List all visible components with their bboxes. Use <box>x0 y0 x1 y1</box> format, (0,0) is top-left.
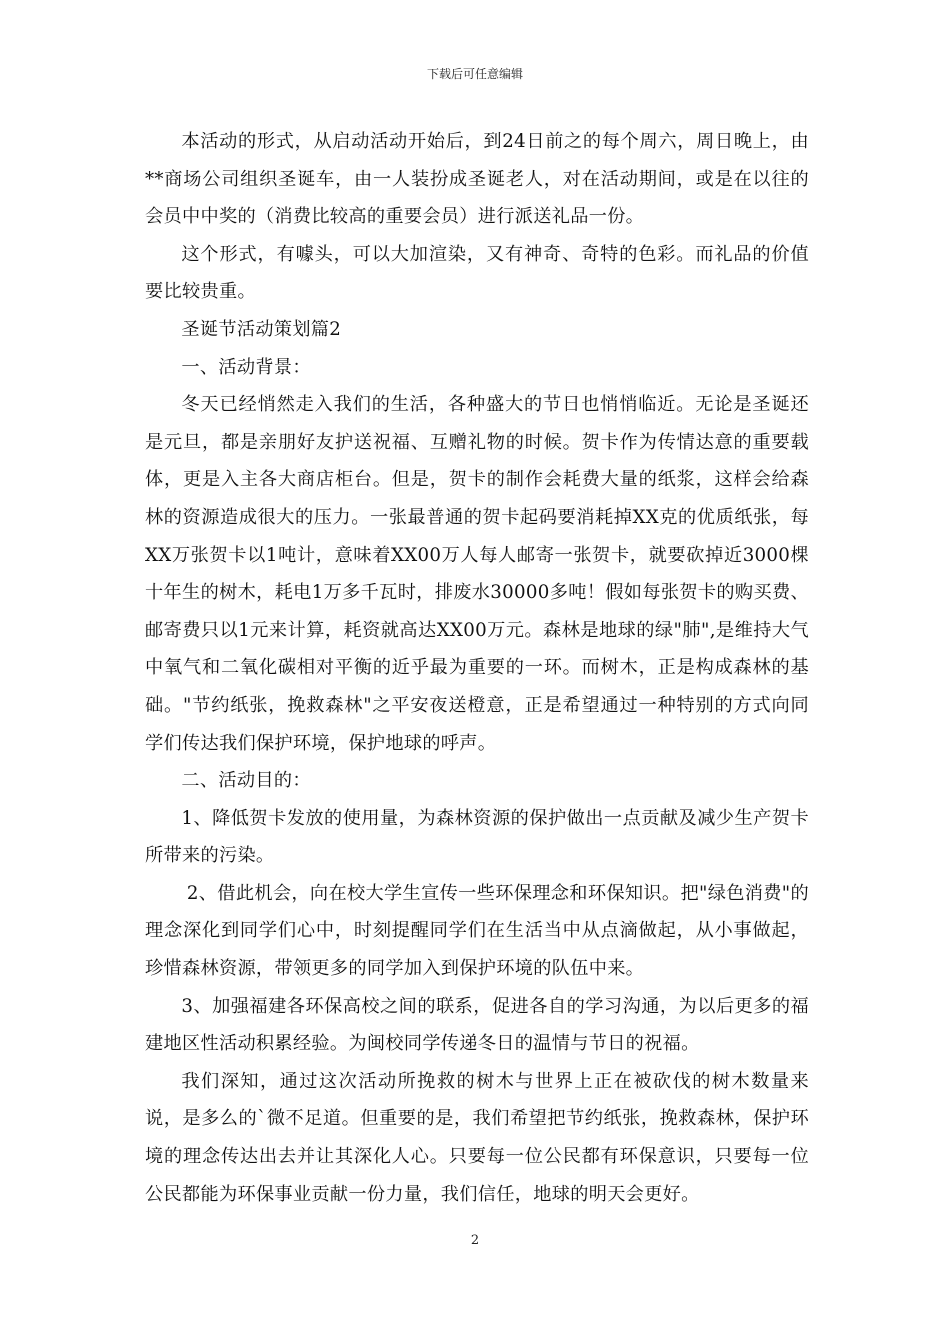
list-item-purpose-3: 3、加强福建各环保高校之间的联系，促进各自的学习沟通，为以后更多的福建地区性活动积累经验。为闽校同学传递冬日的温情与节日的祝福。 <box>145 995 809 1055</box>
page-header: 下载后可任意编辑 <box>426 67 523 81</box>
heading-background: 一、活动背景： <box>181 356 311 378</box>
page-number: 2 <box>470 1233 480 1248</box>
heading-purpose: 二、活动目的： <box>181 770 311 792</box>
paragraph-conclusion: 我们深知，通过这次活动所挽救的树木与世界上正在被砍伐的树木数量来说，是多么的`微不足道。但重要的是，我们希望把节约纸张，挽救森林，保护环境的理念传达出去并让其深化人心。只要每一位公民都有环保意识，只要每一位公民都能为环保事业贡献一份力量，我们信任，地球的明天会更好。 <box>145 1070 809 1205</box>
paragraph-activity-form: 本活动的形式，从启动活动开始后，到24日前之的每个周六，周日晚上，由**商场公司组织圣诞车，由一人装扮成圣诞老人，对在活动期间，或是在以往的会员中中奖的（消费比较高的重要会员）进行派送礼品一份。 <box>145 131 809 228</box>
paragraph-form-comment: 这个形式，有噱头，可以大加渲染，又有神奇、奇特的色彩。而礼品的价值要比较贵重。 <box>145 243 809 303</box>
section-title-plan-2: 圣诞节活动策划篇2 <box>181 318 342 340</box>
list-item-purpose-2: 2、借此机会，向在校大学生宣传一些环保理念和环保知识。把"绿色消费"的理念深化到同学们心中，时刻提醒同学们在生活当中从点滴做起，从小事做起，珍惜森林资源，带领更多的同学加入到保护环境的队伍中来。 <box>145 882 809 980</box>
paragraph-background: 冬天已经悄然走入我们的生活，各种盛大的节日也悄悄临近。无论是圣诞还是元旦，都是亲朋好友护送祝福、互赠礼物的时候。贺卡作为传情达意的重要载体，更是入主各大商店柜台。但是，贺卡的制作会耗费大量的纸浆，这样会给森林的资源造成很大的压力。一张最普通的贺卡起码要消耗掉XX克的优质纸张，每XX万张贺卡以1吨计，意味着XX00万人每人邮寄一张贺卡，就要砍掉近3000棵十年生的树木，耗电1万多千瓦时，排废水30000多吨！假如每张贺卡的购买费、邮寄费只以1元来计算，耗资就高达XX00万元。森林是地球的绿"肺",是维持大气中氧气和二氧化碳相对平衡的近乎最为重要的一环。而树木，正是构成森林的基础。"节约纸张，挽救森林"之平安夜送橙意，正是希望通过一种特别的方式向同学们传达我们保护环境，保护地球的呼声。 <box>145 394 809 754</box>
list-item-purpose-1: 1、降低贺卡发放的使用量，为森林资源的保护做出一点贡献及减少生产贺卡所带来的污染。 <box>145 807 809 867</box>
document-body <box>145 123 809 1213</box>
